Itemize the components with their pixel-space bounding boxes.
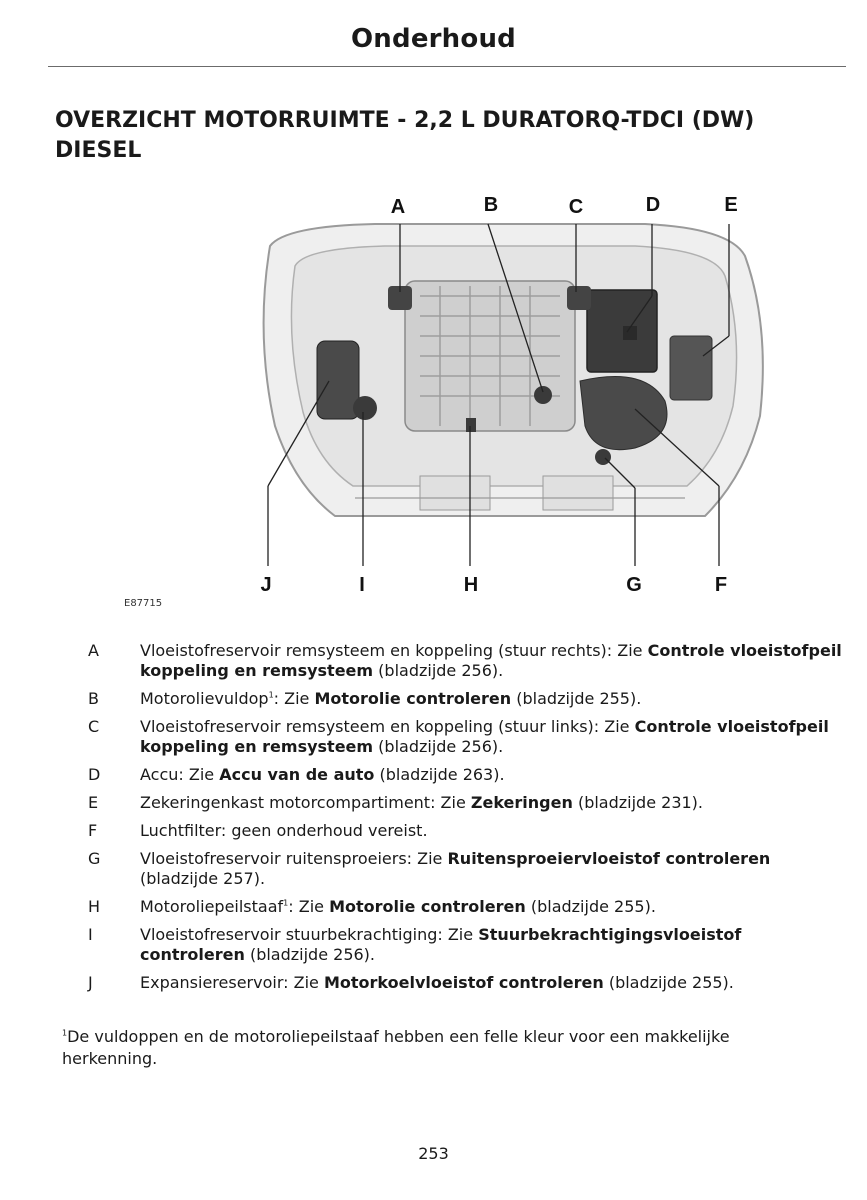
- callout-c-label: C: [568, 196, 584, 218]
- item-description: Vloeistofreservoir remsysteem en koppeling (stuur rechts): Zie: [140, 641, 648, 660]
- item-description-cont: : Zie: [273, 689, 315, 708]
- item-text: [140, 689, 846, 709]
- list-item: [86, 821, 846, 841]
- item-page-ref: (bladzijde 256).: [244, 945, 376, 964]
- item-reference: Stuurbekrachtigingsvloeistof controleren: [140, 925, 742, 964]
- item-letter: I: [88, 925, 93, 944]
- page-header-title: Onderhoud: [351, 24, 516, 54]
- item-text: [140, 973, 846, 993]
- item-description: Vloeistofreservoir remsysteem en koppeling (stuur links): Zie: [140, 717, 635, 736]
- section-title: OVERZICHT MOTORRUIMTE - 2,2 L DURATORQ-TDCI (DW) DIESEL: [55, 108, 755, 163]
- item-description: Accu: Zie: [140, 765, 220, 784]
- item-description-cont: : Zie: [288, 897, 330, 916]
- item-reference: Motorolie controleren: [329, 897, 526, 916]
- list-item: [86, 925, 846, 965]
- item-reference: Controle vloeistofpeil koppeling en remsysteem: [140, 717, 829, 756]
- page-number: 253: [418, 1144, 449, 1163]
- item-text: [140, 641, 846, 681]
- item-letter: C: [88, 717, 100, 736]
- callout-h-label: H: [463, 574, 479, 596]
- item-page-ref: (bladzijde 256).: [373, 737, 504, 756]
- list-item: [86, 973, 846, 993]
- footnote-text: De vuldoppen en de motoroliepeilstaaf hebben een felle kleur voor een makkelijke herkenning.: [62, 1027, 730, 1068]
- callout-g-label: G: [626, 574, 642, 596]
- callout-b-label: B: [483, 194, 499, 216]
- engine-bay-illustration: [225, 186, 785, 606]
- item-text: [140, 925, 846, 965]
- item-text: [140, 897, 846, 917]
- item-page-ref: (bladzijde 263).: [374, 765, 505, 784]
- item-description: Zekeringenkast motorcompartiment: Zie: [140, 793, 471, 812]
- callout-j-label: J: [260, 574, 272, 596]
- footnote-marker: 1: [62, 1028, 68, 1038]
- callout-d-label: D: [645, 194, 661, 216]
- figure-id: E87715: [124, 598, 163, 609]
- item-page-ref: (bladzijde 256).: [373, 661, 504, 680]
- item-page-ref: (bladzijde 255).: [603, 973, 734, 992]
- item-description: Expansiereservoir: Zie: [140, 973, 324, 992]
- item-description: Luchtfilter: geen onderhoud vereist.: [140, 821, 428, 840]
- item-letter: H: [88, 897, 101, 916]
- item-page-ref: (bladzijde 257).: [140, 869, 266, 888]
- footnote: [62, 1026, 822, 1070]
- list-item: [86, 641, 846, 681]
- engine-bay-figure: [225, 186, 785, 606]
- item-letter: J: [88, 973, 93, 992]
- callout-e-label: E: [724, 194, 738, 216]
- item-text: [140, 821, 846, 841]
- callout-i-label: I: [359, 574, 365, 596]
- footnote-marker: 1: [283, 898, 289, 908]
- item-text: [140, 793, 846, 813]
- item-reference: Controle vloeistofpeil koppeling en remsysteem: [140, 641, 842, 680]
- list-item: [86, 849, 846, 889]
- item-reference: Motorkoelvloeistof controleren: [323, 973, 604, 992]
- item-letter: F: [88, 821, 98, 840]
- item-letter: D: [88, 765, 101, 784]
- item-text: [140, 765, 846, 785]
- item-letter: A: [88, 641, 99, 660]
- item-description: Vloeistofreservoir ruitensproeiers: Zie: [140, 849, 448, 868]
- list-item: [86, 793, 846, 813]
- list-item: [86, 897, 846, 917]
- item-letter: G: [88, 849, 101, 868]
- component-list: [86, 641, 846, 1001]
- item-text: [140, 717, 846, 757]
- item-reference: Ruitensproeiervloeistof controleren: [447, 849, 771, 868]
- item-page-ref: (bladzijde 255).: [511, 689, 642, 708]
- item-page-ref: (bladzijde 255).: [525, 897, 656, 916]
- list-item: [86, 717, 846, 757]
- item-reference: Accu van de auto: [219, 765, 375, 784]
- item-reference: Motorolie controleren: [314, 689, 512, 708]
- list-item: [86, 765, 846, 785]
- footnote-marker: 1: [268, 690, 274, 700]
- callout-f-label: F: [714, 574, 728, 596]
- item-description: Motorolievuldop: [140, 689, 269, 708]
- item-text: [140, 849, 846, 889]
- item-description: Vloeistofreservoir stuurbekrachtiging: Zie: [140, 925, 479, 944]
- header-divider: [48, 66, 846, 67]
- item-letter: E: [88, 793, 99, 812]
- item-description: Motoroliepeilstaaf: [140, 897, 284, 916]
- item-page-ref: (bladzijde 231).: [572, 793, 704, 812]
- list-item: [86, 689, 846, 709]
- callout-a-label: A: [390, 196, 406, 218]
- item-reference: Zekeringen: [470, 793, 573, 812]
- item-letter: B: [88, 689, 99, 708]
